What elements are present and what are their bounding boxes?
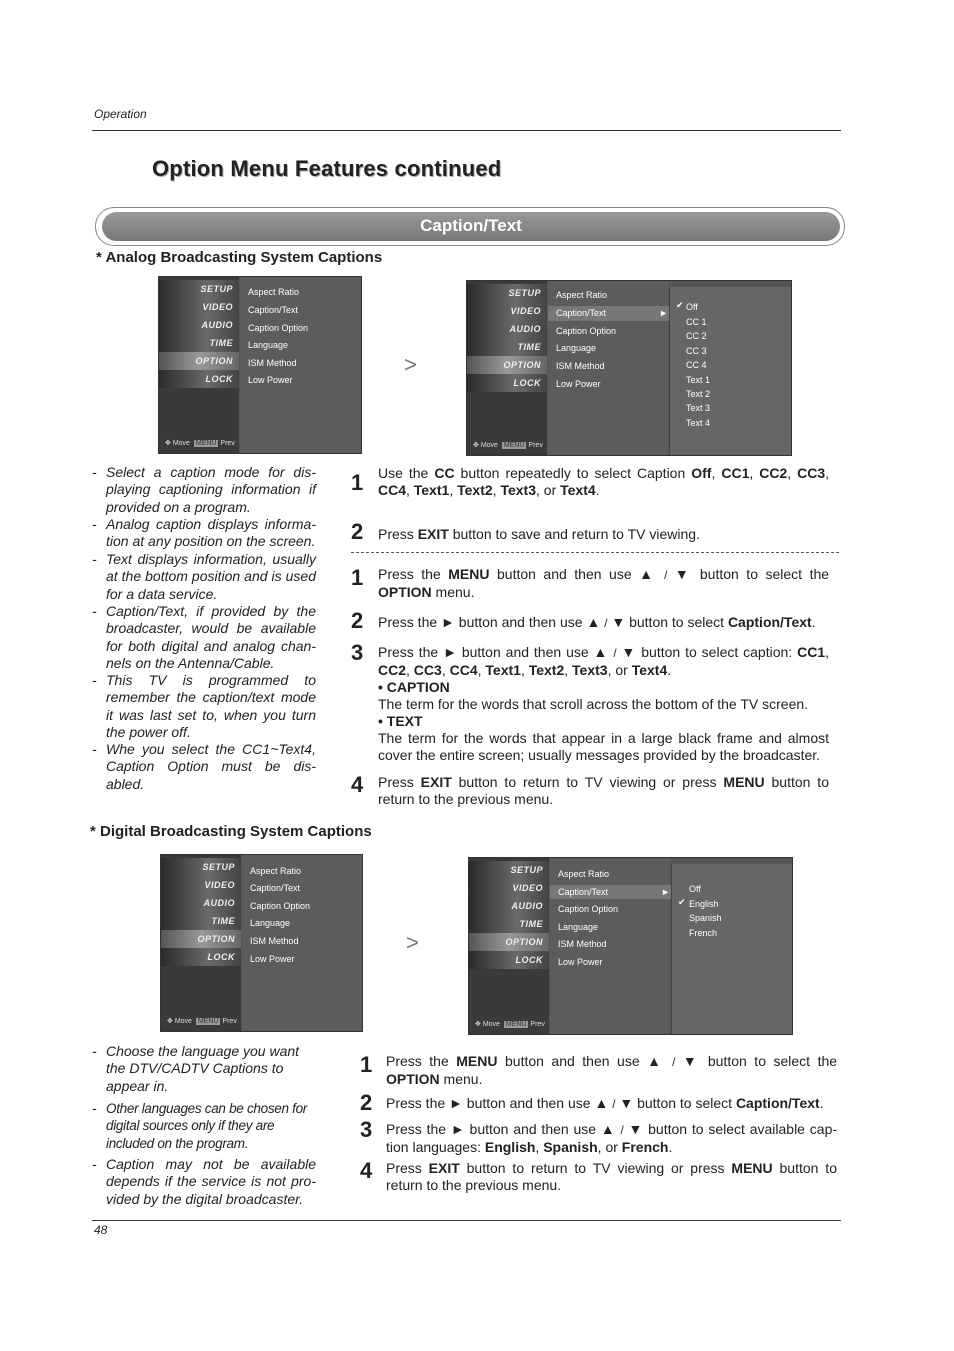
right-arrow-icon: ► bbox=[441, 614, 455, 630]
page-number: 48 bbox=[94, 1223, 108, 1237]
down-arrow-icon: ▼ bbox=[674, 566, 693, 582]
item-aspect-ratio: Aspect Ratio bbox=[558, 869, 610, 879]
opt-off: Off bbox=[686, 302, 698, 312]
caption-submenu bbox=[669, 287, 791, 455]
language-submenu bbox=[671, 864, 792, 1034]
item-caption-option: Caption Option bbox=[556, 326, 617, 336]
digital-submenu-screenshot bbox=[468, 857, 793, 1035]
up-arrow-icon: ▲ bbox=[639, 566, 657, 582]
item-low-power: Low Power bbox=[248, 375, 293, 385]
tab-video: VIDEO bbox=[159, 298, 239, 316]
tab-video: VIDEO bbox=[469, 879, 549, 897]
analog-heading: * Analog Broadcasting System Captions bbox=[96, 249, 383, 266]
item-caption-text: Caption/Text bbox=[250, 883, 301, 893]
opt-text1: Text 1 bbox=[686, 375, 711, 385]
tab-lock: LOCK bbox=[467, 374, 547, 392]
item-ism-method: ISM Method bbox=[556, 361, 605, 371]
digital-menu-screenshot bbox=[160, 854, 363, 1032]
step-number: 2 bbox=[351, 608, 364, 633]
menu-key-icon: MENU bbox=[503, 442, 525, 449]
up-arrow-icon: ▲ bbox=[586, 614, 601, 630]
opt-text4: Text 4 bbox=[686, 418, 711, 428]
note-item: Other languages can be chosen for digital sources only if they are included on the program. bbox=[106, 1101, 307, 1151]
caption-text-banner bbox=[95, 207, 845, 246]
opt-spanish: Spanish bbox=[689, 913, 722, 923]
opt-cc3: CC 3 bbox=[686, 346, 707, 356]
menu-sidebar bbox=[161, 855, 241, 1031]
note-item: This TV is programmed to remember the caption/text mode it was last set to, when you turn the power off. bbox=[106, 672, 316, 741]
menu-key-icon: MENU bbox=[197, 1018, 219, 1025]
tab-option: OPTION bbox=[161, 930, 241, 948]
opt-off: Off bbox=[689, 884, 701, 894]
section-label: Operation bbox=[94, 107, 147, 121]
step-text: Press the MENU button and then use ▲ / ▼ button to select the OPTION menu. bbox=[386, 1053, 838, 1087]
up-arrow-icon: ▲ bbox=[600, 1121, 616, 1137]
opt-cc2: CC 2 bbox=[686, 331, 707, 341]
step-text: Press the ► button and then use ▲ / ▼ button to select Caption/Text. bbox=[386, 1095, 824, 1111]
page-title: Option Menu Features continued bbox=[152, 156, 502, 181]
bottom-rule bbox=[92, 1220, 841, 1221]
note-item: Select a caption mode for dis-playing captioning information if provided on a program. bbox=[106, 464, 316, 515]
tab-audio: AUDIO bbox=[469, 897, 549, 915]
up-arrow-icon: ▲ bbox=[594, 1095, 609, 1111]
digital-heading: * Digital Broadcasting System Captions bbox=[90, 823, 372, 840]
menu-sidebar bbox=[469, 858, 549, 1034]
step-text: Press EXIT button to return to TV viewing or press MENU button to return to the previous menu. bbox=[386, 1160, 837, 1193]
right-arrow-icon: ► bbox=[450, 1121, 465, 1137]
tab-option: OPTION bbox=[469, 933, 549, 951]
item-language: Language bbox=[558, 922, 599, 932]
tab-lock: LOCK bbox=[161, 948, 241, 966]
analog-menu-screenshot bbox=[158, 276, 362, 454]
menu-sidebar bbox=[467, 281, 547, 455]
item-language: Language bbox=[248, 340, 289, 350]
menu-list bbox=[548, 281, 668, 455]
menu-footer: ✥ Move MENU Prev bbox=[167, 1018, 237, 1025]
step-number: 3 bbox=[351, 640, 364, 665]
tab-video: VIDEO bbox=[467, 302, 547, 320]
note-item: Whe you select the CC1~Text4, Caption Option must be dis-abled. bbox=[106, 741, 316, 792]
up-arrow-icon: ▲ bbox=[593, 644, 609, 660]
play-right-icon: ► bbox=[659, 308, 668, 318]
move-icon: ✥ bbox=[475, 1021, 481, 1028]
step-text: Use the CC button repeatedly to select Caption Off, CC1, CC2, CC3, CC4, Text1, Text2, Text3, or Text4. bbox=[378, 465, 830, 498]
step-number: 1 bbox=[360, 1052, 373, 1077]
step-number: 3 bbox=[360, 1117, 373, 1142]
check-icon: ✔ bbox=[678, 897, 686, 907]
tab-audio: AUDIO bbox=[161, 894, 241, 912]
item-aspect-ratio: Aspect Ratio bbox=[248, 287, 300, 297]
tab-option: OPTION bbox=[159, 352, 239, 370]
opt-text2: Text 2 bbox=[686, 389, 711, 399]
note-item: Choose the language you want the DTV/CADTV Captions to appear in. bbox=[106, 1043, 300, 1094]
item-caption-text: Caption/Text bbox=[248, 305, 299, 315]
menu-key-icon: MENU bbox=[505, 1021, 527, 1028]
down-arrow-icon: ▼ bbox=[682, 1053, 701, 1069]
step-text: Press the ► button and then use ▲ / ▼ button to select Caption/Text. bbox=[378, 614, 816, 630]
down-arrow-icon: ▼ bbox=[628, 1121, 644, 1137]
tab-audio: AUDIO bbox=[159, 316, 239, 334]
tab-time: TIME bbox=[469, 915, 549, 933]
item-caption-option: Caption Option bbox=[558, 904, 619, 914]
opt-english: English bbox=[689, 899, 719, 909]
tab-setup: SETUP bbox=[467, 284, 547, 302]
tab-setup: SETUP bbox=[161, 858, 241, 876]
item-low-power: Low Power bbox=[556, 379, 601, 389]
note-item: Text displays information, usually at the bottom position and is used for a data service. bbox=[106, 551, 316, 602]
step-text: Press EXIT button to save and return to TV viewing. bbox=[378, 526, 700, 542]
tab-lock: LOCK bbox=[159, 370, 239, 388]
tab-lock: LOCK bbox=[469, 951, 549, 969]
tab-time: TIME bbox=[161, 912, 241, 930]
menu-footer: ✥ Move MENU Prev bbox=[165, 440, 235, 447]
opt-cc4: CC 4 bbox=[686, 360, 707, 370]
note-item: Analog caption displays informa-tion at any position on the screen. bbox=[106, 516, 316, 550]
tab-option: OPTION bbox=[467, 356, 547, 374]
menu-list bbox=[550, 858, 670, 1034]
item-ism-method: ISM Method bbox=[248, 358, 297, 368]
tab-audio: AUDIO bbox=[467, 320, 547, 338]
play-right-icon: ► bbox=[661, 887, 670, 897]
item-aspect-ratio: Aspect Ratio bbox=[250, 866, 302, 876]
move-icon: ✥ bbox=[165, 440, 171, 447]
menu-list bbox=[240, 277, 362, 453]
item-caption-text-selected: Caption/Text ► bbox=[548, 306, 674, 321]
menu-footer: ✥ Move MENU Prev bbox=[473, 442, 543, 449]
item-low-power: Low Power bbox=[558, 957, 603, 967]
up-arrow-icon: ▲ bbox=[647, 1053, 665, 1069]
menu-sidebar bbox=[159, 277, 239, 453]
divider bbox=[351, 552, 839, 553]
item-language: Language bbox=[250, 918, 291, 928]
right-arrow-icon: ► bbox=[449, 1095, 463, 1111]
step-text: Press the ► button and then use ▲ / ▼ button to select available cap-tion languages: English, Spanish, or French. bbox=[386, 1121, 838, 1155]
step-number: 1 bbox=[351, 470, 364, 495]
menu-key-icon: MENU bbox=[195, 440, 217, 447]
tab-setup: SETUP bbox=[159, 280, 239, 298]
step-text: Press the ► button and then use ▲ / ▼ button to select caption: CC1, CC2, CC3, CC4, Text1, Text2, Text3, or Text4. • CAPTION The term for the words that scroll across the bottom of the TV screen. • TEXT The term for the words that appear in a large black frame and almost cover the entire screen; usually messages provided by the broadcaster. bbox=[378, 644, 829, 763]
item-ism-method: ISM Method bbox=[558, 939, 607, 949]
tab-video: VIDEO bbox=[161, 876, 241, 894]
item-ism-method: ISM Method bbox=[250, 936, 299, 946]
down-arrow-icon: ▼ bbox=[621, 644, 637, 660]
tab-time: TIME bbox=[467, 338, 547, 356]
step-text: Press EXIT button to return to TV viewing or press MENU button to return to the previous menu. bbox=[378, 774, 829, 807]
top-rule bbox=[92, 130, 841, 131]
step-text: Press the MENU button and then use ▲ / ▼ button to select the OPTION menu. bbox=[378, 566, 830, 600]
step-number: 2 bbox=[360, 1090, 373, 1115]
right-arrow-icon: ► bbox=[443, 644, 457, 660]
step-number: 4 bbox=[351, 772, 364, 797]
check-icon: ✔ bbox=[676, 300, 684, 310]
opt-cc1: CC 1 bbox=[686, 317, 707, 327]
arrow-icon: > bbox=[406, 930, 419, 955]
tab-time: TIME bbox=[159, 334, 239, 352]
down-arrow-icon: ▼ bbox=[611, 614, 626, 630]
step-number: 4 bbox=[360, 1158, 373, 1183]
item-caption-option: Caption Option bbox=[250, 901, 311, 911]
note-item: Caption may not be available depends if the service is not pro-vided by the digital broadcaster. bbox=[106, 1156, 316, 1207]
item-aspect-ratio: Aspect Ratio bbox=[556, 290, 608, 300]
note-item: Caption/Text, if provided by the broadcaster, would be available for both digital and analog chan-nels on the Antenna/Cable. bbox=[106, 603, 316, 672]
menu-footer: ✥ Move MENU Prev bbox=[475, 1021, 545, 1028]
move-icon: ✥ bbox=[473, 442, 479, 449]
step-number: 1 bbox=[351, 565, 364, 590]
item-caption-text-selected: Caption/Text ► bbox=[550, 885, 676, 899]
move-icon: ✥ bbox=[167, 1018, 173, 1025]
opt-text3: Text 3 bbox=[686, 403, 711, 413]
item-language: Language bbox=[556, 343, 597, 353]
tab-setup: SETUP bbox=[469, 861, 549, 879]
item-caption-option: Caption Option bbox=[248, 323, 309, 333]
arrow-icon: > bbox=[404, 352, 417, 377]
banner-label: Caption/Text bbox=[102, 212, 840, 241]
step-number: 2 bbox=[351, 519, 364, 544]
down-arrow-icon: ▼ bbox=[619, 1095, 634, 1111]
analog-submenu-screenshot bbox=[466, 280, 792, 456]
opt-french: French bbox=[689, 928, 718, 938]
item-low-power: Low Power bbox=[250, 954, 295, 964]
menu-list bbox=[242, 855, 363, 1031]
